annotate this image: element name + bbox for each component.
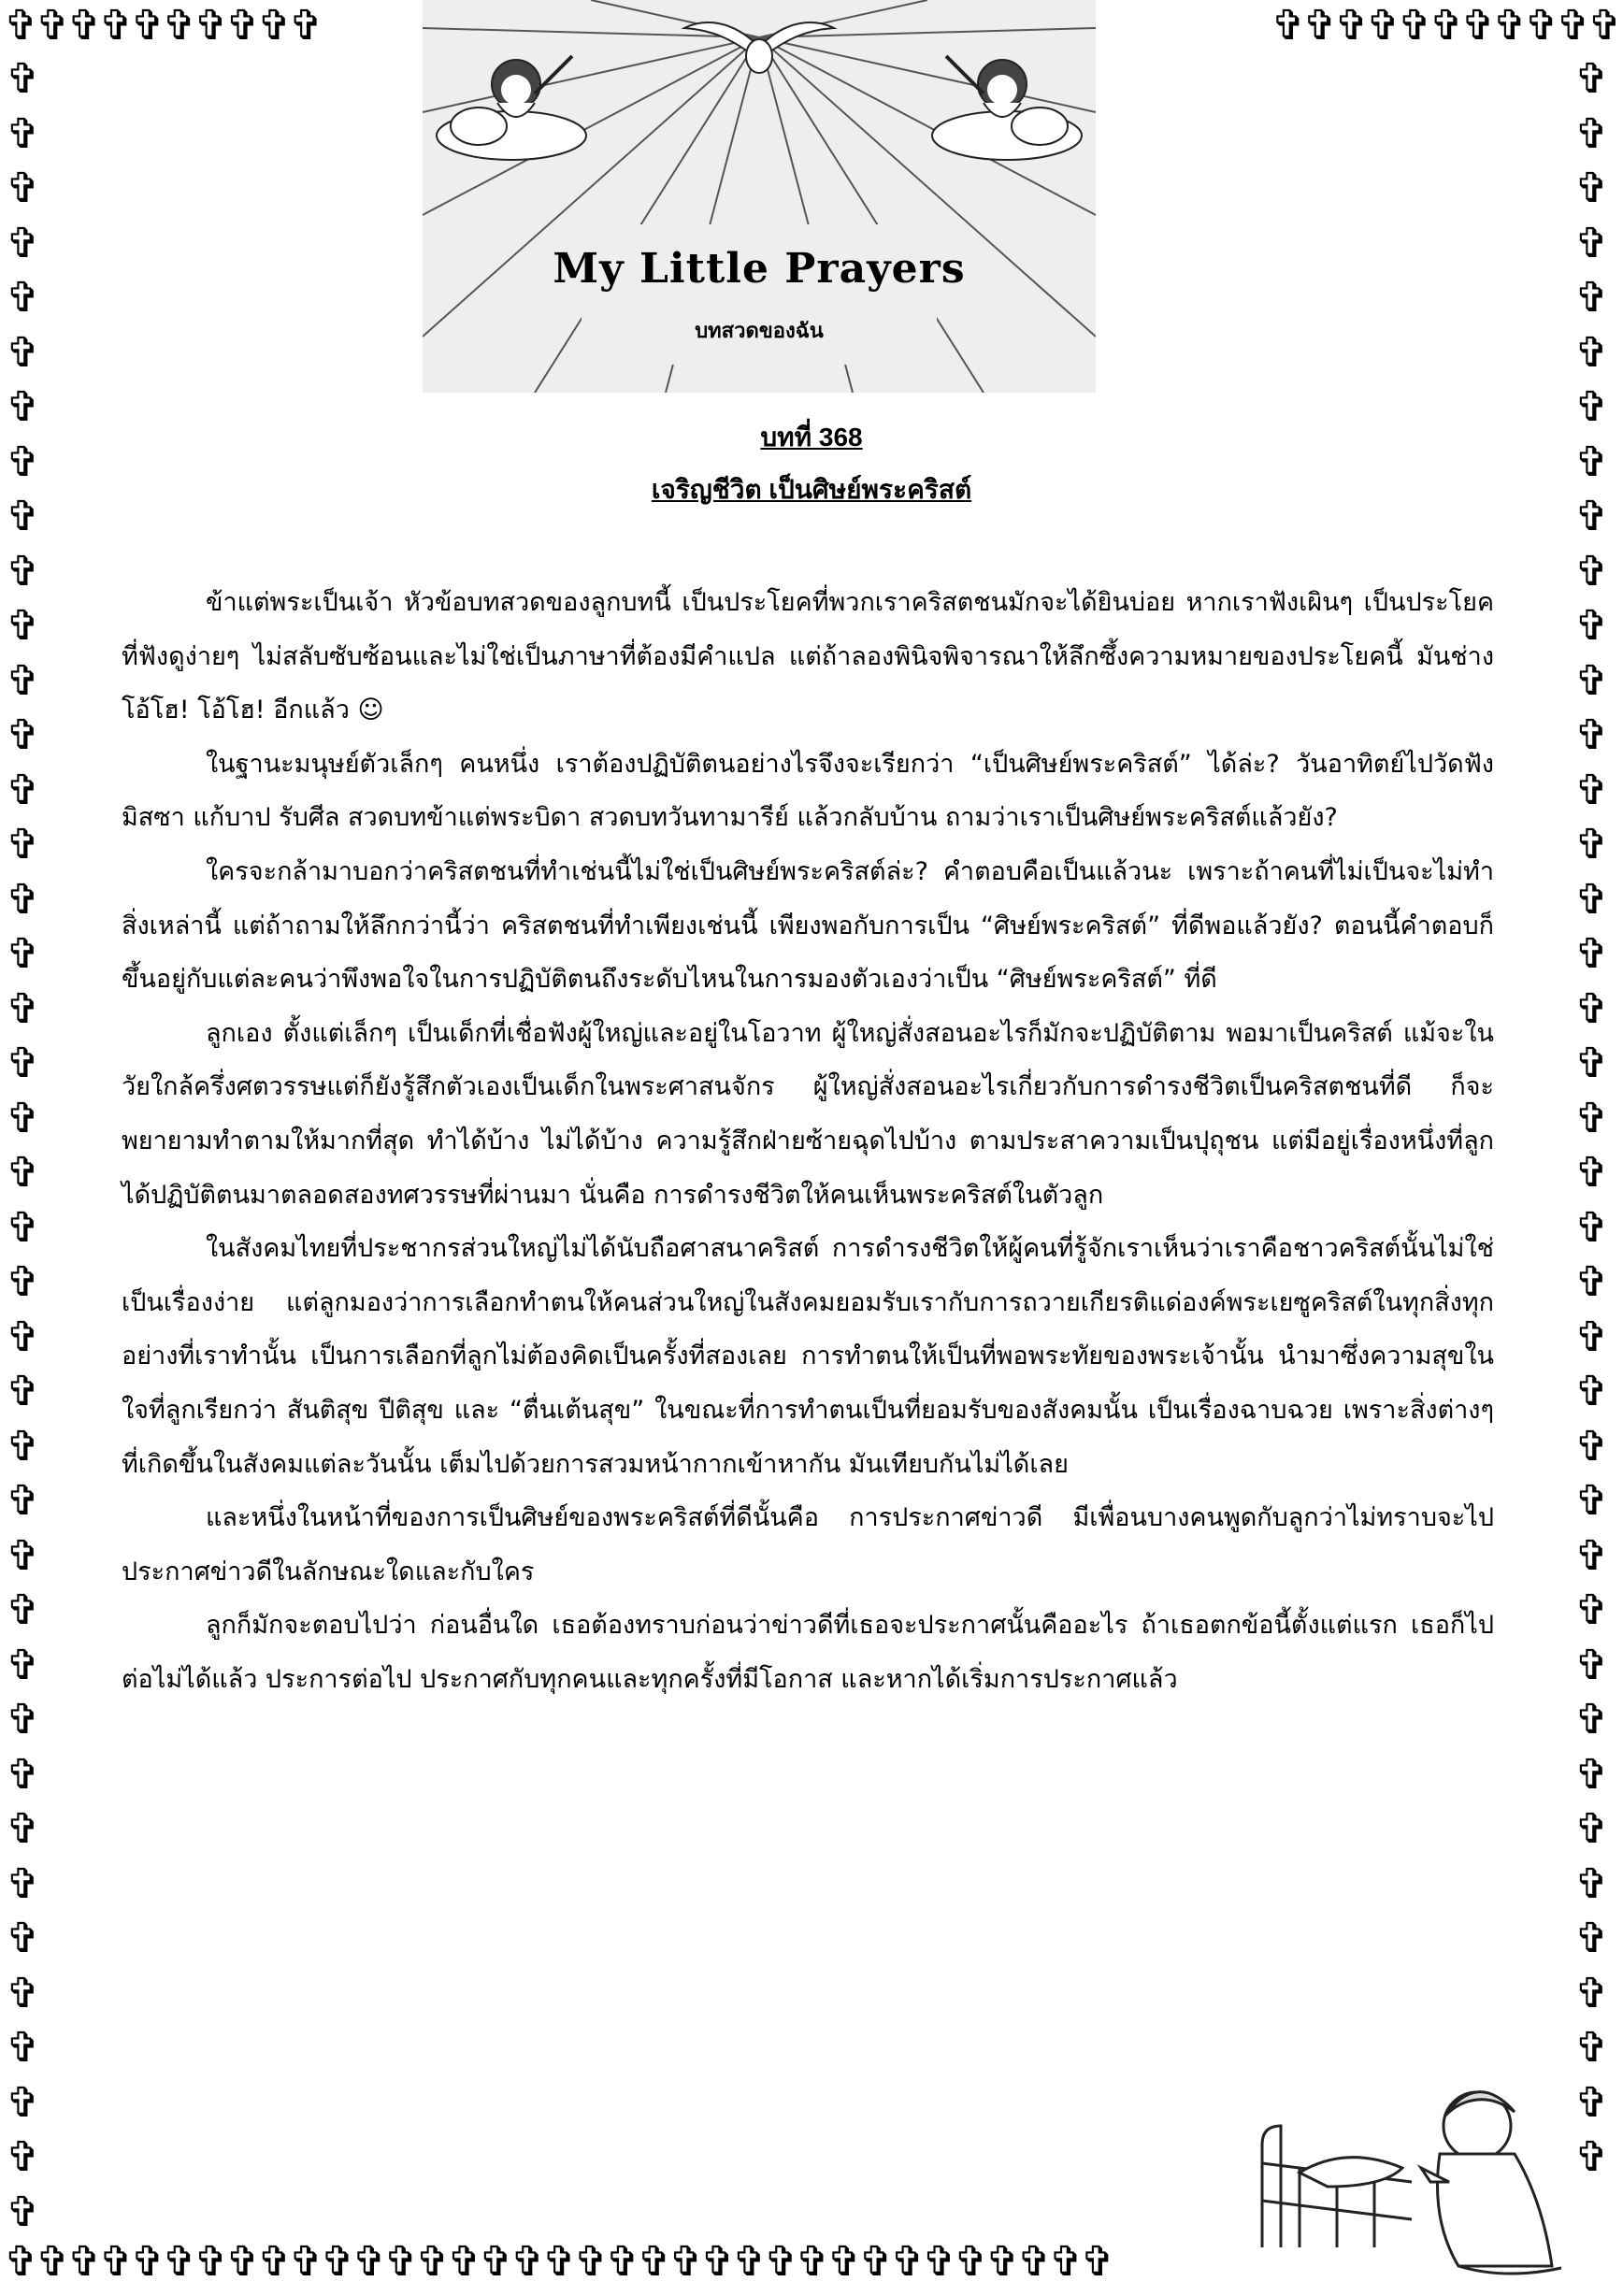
header-illustration xyxy=(423,0,1096,393)
paragraph: ใครจะกล้ามาบอกว่าคริสตชนที่ทำเช่นนี้ไม่ใช่เป็นศิษย์พระคริสต์ล่ะ? คำตอบคือเป็นแล้วนะ เพราะถ้าคนที่ไม่เป็นจะไม่ทำสิ่งเหล่านี้ แต่ถ้าถามให้ลึกกว่านี้ว่า คริสตชนที่ทำเพียงเช่นนี้ เพียงพอกับการเป็น “ศิษย์พระคริสต์” ที่ดีพอแล้วยัง? ตอนนี้คำตอบก็ขึ้นอยู่กับแต่ละคนว่าพึงพอใจในการปฏิบัติตนถึงระดับไหนในการมองตัวเองว่าเป็น “ศิษย์พระคริสต์” ที่ดี xyxy=(122,856,1494,995)
header-title: My Little Prayers xyxy=(553,245,966,293)
chapter-number: บทที่ 368 xyxy=(760,423,863,452)
paragraph: และหนึ่งในหน้าที่ของการเป็นศิษย์ของพระคริสต์ที่ดีนั้นคือ การประกาศข่าวดี มีเพื่อนบางคนพูดกับลูกว่าไม่ทราบจะไปประกาศข่าวดีในลักษณะใดและกับใคร xyxy=(122,1503,1494,1586)
cross-border-top-right: ✞✞✞✞✞✞✞✞✞✞✞ xyxy=(1271,6,1619,49)
header-subtitle: บทสวดของฉัน xyxy=(695,320,824,343)
praying-child-illustration xyxy=(1243,2060,1617,2285)
paragraph: ในฐานะมนุษย์ตัวเล็กๆ คนหนึ่ง เราต้องปฏิบัติตนอย่างไรจึงจะเรียกว่า “เป็นศิษย์พระคริสต์” ได้ล่ะ? วันอาทิตย์ไปวัดฟังมิสซา แก้บาป รับศีล สวดบทข้าแต่พระบิดา สวดบทวันทามารีย์ แล้วกลับบ้าน ถามว่าเราเป็นศิษย์พระคริสต์แล้วยัง? xyxy=(122,749,1494,833)
paragraph: ลูกเอง ตั้งแต่เล็กๆ เป็นเด็กที่เชื่อฟังผู้ใหญ่และอยู่ในโอวาท ผู้ใหญ่สั่งสอนอะไรก็มักจะปฏิบัติตาม พอมาเป็นคริสต์ แม้จะในวัยใกล้ครึ่งศตวรรษแต่ก็ยังรู้สึกตัวเองเป็นเด็กในพระศาสนจักร ผู้ใหญ่สั่งสอนอะไรเกี่ยวกับการดำรงชีวิตเป็นคริสตชนที่ดี ก็จะพยายามทำตามให้มากที่สุด ทำได้บ้าง ไม่ได้บ้าง ความรู้สึกฝ่ายซ้ายฉุดไปบ้าง ตามประสาความเป็นปุถุชน แต่มีอยู่เรื่องหนึ่งที่ลูกได้ปฏิบัติตนมาตลอดสองทศวรรษที่ผ่านมา นั่นคือ การดำรงชีวิตให้คนเห็นพระคริสต์ในตัวลูก xyxy=(122,1018,1494,1210)
praying-child-icon xyxy=(1243,2060,1617,2285)
cross-border-right: ✞ ✞ ✞ ✞ ✞ ✞ ✞ ✞ ✞ ✞ ✞ ✞ ✞ ✞ ✞ ✞ ✞ ✞ ✞ ✞ ✞ ✞ ✞ ✞ ✞ ✞ ✞ ✞ ✞ ✞ ✞ ✞ ✞ ✞ ✞ ✞ ✞ ✞ ✞ xyxy=(1574,55,1609,2181)
cross-border-top-left: ✞✞✞✞✞✞✞✞✞✞ xyxy=(4,6,321,49)
paragraph: ลูกก็มักจะตอบไปว่า ก่อนอื่นใด เธอต้องทราบก่อนว่าข่าวดีที่เธอจะประกาศนั้นคืออะไร ถ้าเธอตกข้อนี้ตั้งแต่แรก เธอก็ไปต่อไม่ได้แล้ว ประการต่อไป ประกาศกับทุกคนและทุกครั้งที่มีโอกาส และหากได้เริ่มการประกาศแล้ว xyxy=(122,1611,1494,1694)
paragraph: ในสังคมไทยที่ประชากรส่วนใหญ่ไม่ได้นับถือศาสนาคริสต์ การดำรงชีวิตให้ผู้คนที่รู้จักเราเห็นว่าเราคือชาวคริสต์นั้นไม่ใช่เป็นเรื่องง่าย แต่ลูกมองว่าการเลือกทำตนให้คนส่วนใหญ่ในสังคมยอมรับเรากับการถวายเกียรติแด่องค์พระเยซูคริสต์ในทุกสิ่งทุกอย่างที่เราทำนั้น เป็นการเลือกที่ลูกไม่ต้องคิดเป็นครั้งที่สองเลย การทำตนให้เป็นที่พอพระทัยของพระเจ้านั้น นำมาซึ่งความสุขในใจที่ลูกเรียกว่า สันติสุข ปีติสุข และ “ตื่นเต้นสุข” ในขณะที่การทำตนเป็นที่ยอมรับของสังคมนั้น เป็นเรื่องฉาบฉวย เพราะสิ่งต่างๆ ที่เกิดขึ้นในสังคมแต่ละวันนั้น เต็มไปด้วยการสวมหน้ากากเข้าหากัน มันเทียบกันไม่ได้เลย xyxy=(122,1234,1494,1479)
cross-border-left: ✞ ✞ ✞ ✞ ✞ ✞ ✞ ✞ ✞ ✞ ✞ ✞ ✞ ✞ ✞ ✞ ✞ ✞ ✞ ✞ ✞ ✞ ✞ ✞ ✞ ✞ ✞ ✞ ✞ ✞ ✞ ✞ ✞ ✞ ✞ ✞ ✞ ✞ ✞ ✞ xyxy=(6,55,40,2236)
paragraph: ข้าแต่พระเป็นเจ้า หัวข้อบทสวดของลูกบทนี้ เป็นประโยคที่พวกเราคริสตชนมักจะได้ยินบ่อย หากเราฟังเผินๆ เป็นประโยคที่ฟังดูง่ายๆ ไม่สลับซับซ้อนและไม่ใช่เป็นภาษาที่ต้องมีคำแปล แต่ถ้าลองพินิจพิจารณาให้ลึกซึ้งความหมายของประโยคนี้ มันช่างโอ้โฮ! โอ้โฮ! อีกแล้ว ☺ xyxy=(122,588,1494,725)
chapter-title: เจริญชีวิต เป็นศิษย์พระคริสต์ xyxy=(651,475,972,504)
cross-border-bottom: ✞✞✞✞✞✞✞✞✞✞✞✞✞✞✞✞✞✞✞✞✞✞✞✞✞✞✞✞✞✞✞✞✞✞✞ xyxy=(4,2242,1113,2286)
body-text xyxy=(122,576,1494,1706)
